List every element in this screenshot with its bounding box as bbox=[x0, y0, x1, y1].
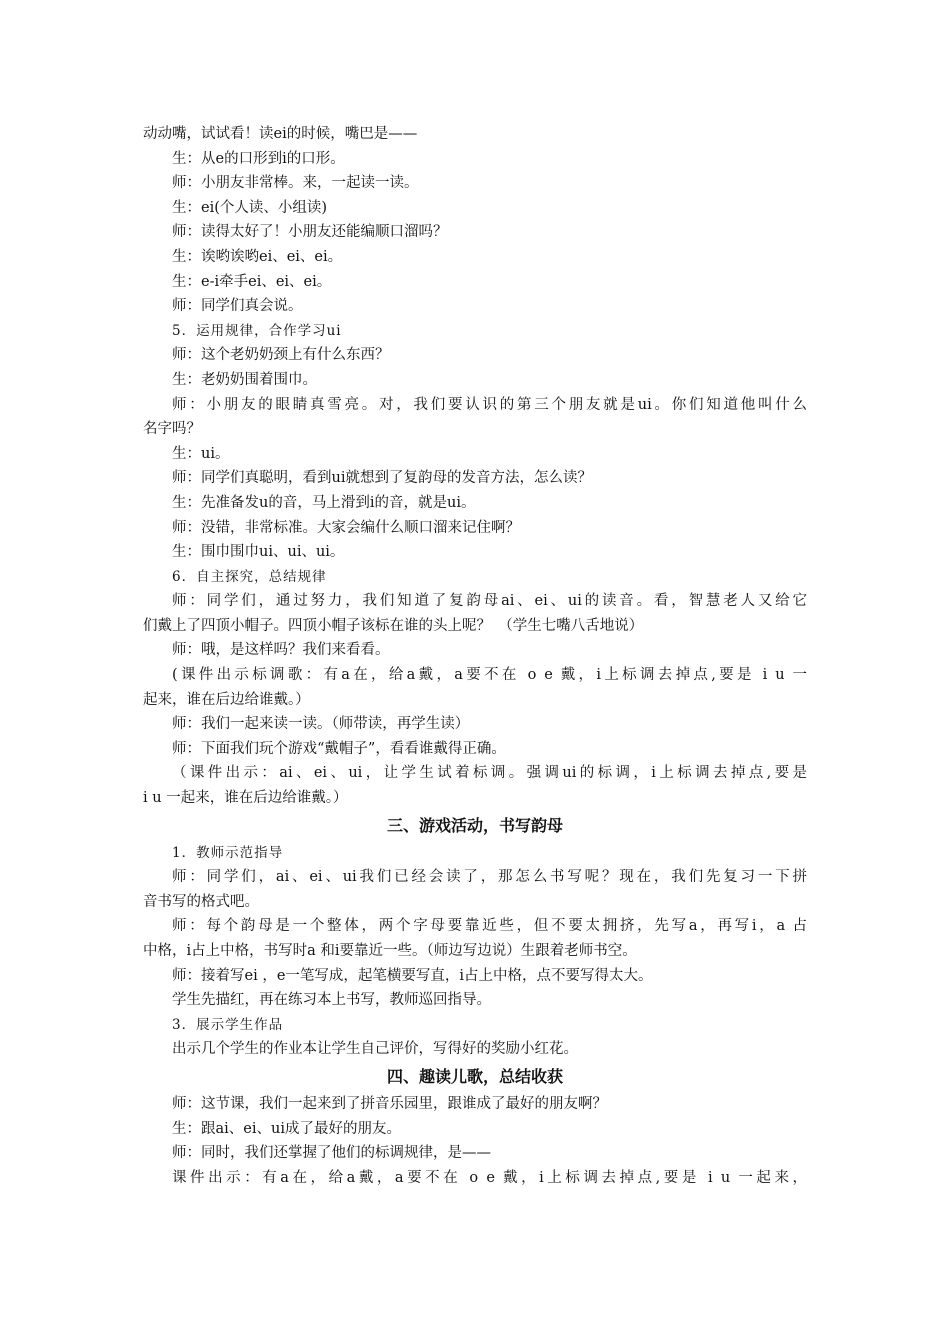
text-line: 师：小朋友非常棒。来，一起读一读。 bbox=[172, 175, 419, 192]
text-line: 生：跟ai、ei、ui成了最好的朋友。 bbox=[172, 1120, 401, 1137]
text-line: 动动嘴，试试看！读ei的时候，嘴巴是—— bbox=[143, 126, 418, 142]
text-line: 师：我们一起来读一读。（师带读，再学生读） bbox=[172, 716, 470, 733]
numbered-item: 5．运用规律，合作学习ui bbox=[172, 322, 342, 339]
numbered-item: 1．教师示范指导 bbox=[172, 844, 284, 861]
text-line: 学生先描红，再在练习本上书写，教师巡回指导。 bbox=[172, 992, 491, 1009]
numbered-item: 3．展示学生作品 bbox=[172, 1016, 284, 1033]
section-heading: 三、游戏活动，书写韵母 bbox=[386, 815, 563, 835]
text-line: 师：同学们，ai、ei、ui我们已经会读了，那怎么书写呢？现在，我们先复习一下拼 bbox=[172, 869, 807, 886]
text-line: 师：这个老奶奶颈上有什么东西？ bbox=[172, 347, 390, 364]
numbered-item: 6．自主探究，总结规律 bbox=[172, 568, 327, 585]
text-line: 师：每个韵母是一个整体，两个字母要靠近些，但不要太拥挤，先写a，再写i，a 占 bbox=[172, 918, 807, 935]
section-heading: 四、趣读儿歌，总结收获 bbox=[386, 1066, 563, 1086]
text-line: 生：老奶奶围着围巾。 bbox=[172, 371, 317, 388]
text-line: 们戴上了四顶小帽子。四顶小帽子该标在谁的头上呢？ （学生七嘴八舌地说） bbox=[143, 617, 644, 634]
text-line: 生：ui。 bbox=[172, 445, 230, 462]
document-page bbox=[143, 122, 807, 1190]
text-line: 师：小朋友的眼睛真雪亮。对，我们要认识的第三个朋友就是ui。你们知道他叫什么 bbox=[172, 396, 807, 413]
text-line: 名字吗？ bbox=[143, 421, 201, 438]
text-line: 师：这节课，我们一起来到了拼音乐园里，跟谁成了最好的朋友啊？ bbox=[172, 1095, 607, 1112]
text-line: 起来，谁在后边给谁戴。） bbox=[143, 691, 310, 708]
text-line: 出示几个学生的作业本让学生自己评价，写得好的奖励小红花。 bbox=[172, 1041, 578, 1058]
text-line: 师：读得太好了！小朋友还能编顺口溜吗？ bbox=[172, 224, 448, 241]
text-line: 生：e-i牵手ei、ei、ei。 bbox=[172, 273, 332, 290]
text-line: 课件出示：有a在，给a戴，a要不在 o e 戴，i上标调去掉点,要是 i u 一起来， bbox=[172, 1169, 807, 1186]
text-line: 师：同学们真会说。 bbox=[172, 298, 303, 315]
text-line: 生：ei(个人读、小组读) bbox=[172, 199, 328, 216]
text-line: 师：接着写ei ，e一笔写成，起笔横要写直，i占上中格，点不要写得太大。 bbox=[172, 967, 653, 984]
text-line: 生：先准备发u的音，马上滑到i的音，就是ui。 bbox=[172, 494, 476, 511]
text-line: 师：没错，非常标准。大家会编什么顺口溜来记住啊？ bbox=[172, 519, 520, 536]
text-line: 音书写的格式吧。 bbox=[143, 893, 259, 910]
text-line: （课件出示：ai、ei、ui，让学生试着标调。强调ui的标调，i上标调去掉点,要是 bbox=[172, 765, 807, 782]
text-line: 师：同时，我们还掌握了他们的标调规律，是—— bbox=[172, 1145, 491, 1162]
text-line: 师：哦，是这样吗？我们来看看。 bbox=[172, 642, 390, 659]
text-line: 师：下面我们玩个游戏“戴帽子”，看看谁戴得正确。 bbox=[172, 740, 506, 757]
text-line: 生：诶哟诶哟ei、ei、ei。 bbox=[172, 248, 343, 265]
text-line: 生：围巾围巾ui、ui、ui。 bbox=[172, 544, 345, 561]
text-line: i u 一起来，谁在后边给谁戴。） bbox=[143, 790, 348, 807]
text-line: 中格，i占上中格，书写时a 和i要靠近一些。（师边写边说）生跟着老师书空。 bbox=[143, 943, 637, 959]
text-line: 师：同学们真聪明，看到ui就想到了复韵母的发音方法，怎么读？ bbox=[172, 470, 592, 487]
text-line: (课件出示标调歌：有a在，给a戴，a要不在 o e 戴，i上标调去掉点,要是 i u 一 bbox=[172, 667, 807, 684]
text-line: 师：同学们，通过努力，我们知道了复韵母ai、ei、ui的读音。看，智慧老人又给它 bbox=[172, 593, 807, 610]
text-line: 生：从e的口形到i的口形。 bbox=[172, 150, 345, 167]
